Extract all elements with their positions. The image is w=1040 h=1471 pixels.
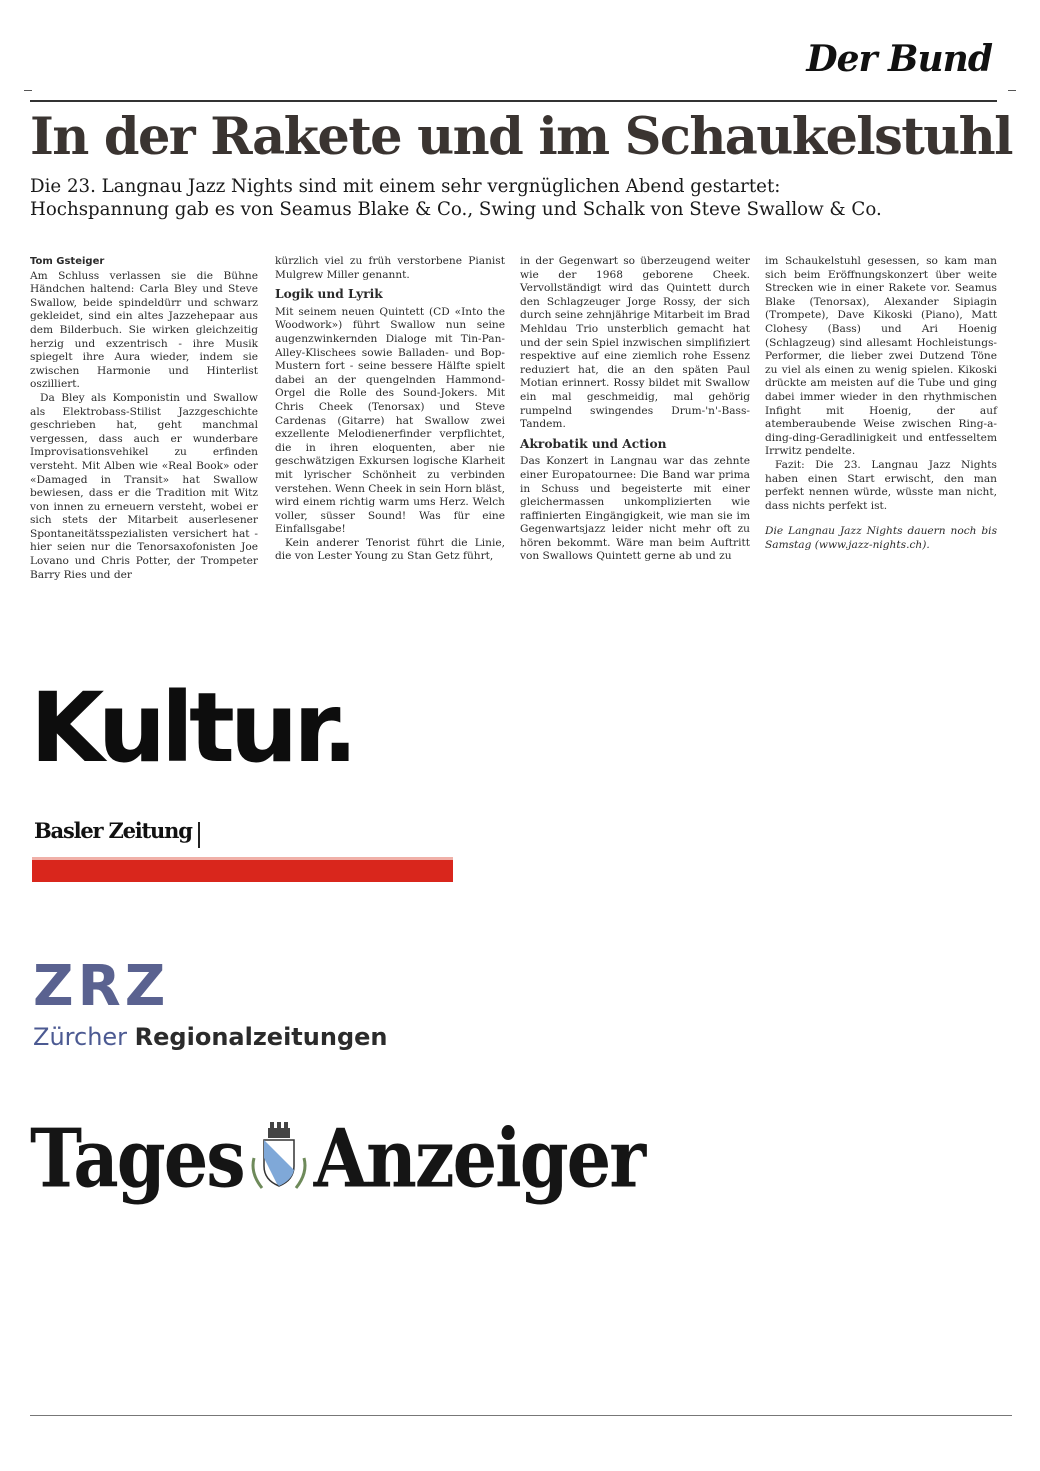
bottom-rule	[30, 1415, 1012, 1416]
zurich-crest-icon	[248, 1118, 310, 1198]
paragraph: Das Konzert in Langnau war das zehnte einer Europatournee: Die Band war prima in Schuss und begeisterte mit einer gleichermassen unkomplizierten wie raffinierten Eingängigkeit, wie man sie im Gegenwartsjazz leider nicht mehr oft zu hören bekommt. Wäre man beim Auftritt von Swallows Quintett gerne ab und zu	[520, 455, 750, 563]
article-column-4	[765, 255, 997, 552]
paragraph: im Schaukelstuhl gesessen, so kam man sich beim Eröffnungskonzert über weite Strecken wie in einer Rakete vor. Seamus Blake (Tenorsax), Alexander Sipiagin (Trompete), Dave Kikoski (Piano), Matt Clohesy (Bass) und Ari Hoenig (Schlagzeug) sind allesamt Hochleistungs-Performer, die lieber zwei Dutzend Töne zu viel als einen zu wenig spielen. Kikoski drückte am meisten auf die Tube und ging dabei immer wieder in den rhythmischen Infight mit Hoenig, der auf atemberaubende Weise zwischen Ring-a-ding-ding-Geradlinigkeit und entfesseltem Irrwitz pendelte.	[765, 255, 997, 458]
basler-zeitung-logo: Basler Zeitung	[34, 818, 192, 843]
crop-mark-left	[24, 90, 32, 91]
tages-word: Tages	[30, 1110, 244, 1206]
section-heading-akrobatik: Akrobatik und Action	[520, 436, 667, 451]
zrz-subtitle	[33, 1023, 388, 1051]
subhead-line-2: Hochspannung gab es von Seamus Blake & Co., Swing und Schalk von Steve Swallow & Co.	[30, 199, 882, 220]
article-column-3	[520, 255, 750, 564]
article-column-1	[30, 255, 258, 582]
event-note: Die Langnau Jazz Nights dauern noch bis Samstag (www.jazz-nights.ch).	[765, 525, 997, 551]
article-headline: In der Rakete und im Schaukelstuhl	[30, 107, 1012, 167]
article-subhead	[30, 175, 1010, 221]
paragraph: kürzlich viel zu früh verstorbene Pianist Mulgrew Miller genannt.	[275, 255, 505, 281]
section-heading-logik: Logik und Lyrik	[275, 287, 383, 302]
der-bund-masthead: Der Bund	[806, 38, 992, 80]
subhead-line-1: Die 23. Langnau Jazz Nights sind mit einem sehr vergnüglichen Abend gestartet:	[30, 176, 781, 197]
paragraph: Fazit: Die 23. Langnau Jazz Nights haben einen Start erwischt, den man perfekt nennen würde, wüsste man nicht, dass nichts perfekt ist.	[765, 458, 997, 512]
article-column-2	[275, 255, 505, 564]
author-byline: Tom Gsteiger	[30, 256, 105, 267]
tages-anzeiger-logo	[30, 1108, 644, 1208]
kultur-logo: Kultur.	[30, 672, 354, 784]
anzeiger-word: Anzeiger	[313, 1110, 645, 1206]
zrz-sub-word-2: Regionalzeitungen	[134, 1023, 388, 1051]
zrz-sub-word-1: Zürcher	[33, 1023, 128, 1051]
crop-mark-right	[1008, 90, 1016, 91]
logo-divider	[198, 822, 200, 848]
paragraph: Da Bley als Komponistin und Swallow als Elektrobass-Stilist Jazzgeschichte geschrieben hat, geht manchmal vergessen, dass auch er wunderbare Improvisationsvehikel zu erfinden versteht. Mit Alben wie «Real Book» oder «Damaged in Transit» hat Swallow bewiesen, dass er die Tradition mit Witz von innen zu erneuern versteht, wobei er sich stets der Mitarbeit auserlesener Spontaneitätsspezialisten versichert hat - hier seien nur die Tenorsaxofonisten Joe Lovano und Chris Potter, der Trompeter Barry Ries und der	[30, 391, 258, 581]
top-rule	[30, 100, 997, 102]
paragraph: Am Schluss verlassen sie die Bühne Händchen haltend: Carla Bley und Steve Swallow, beide spindeldürr und schwarz gekleidet, sind ein altes Jazzehepaar aus dem Bilderbuch. Sie wirken gleichzeitig herzig und exzentrisch - ihre Musik spiegelt ihre Aura wieder, indem sie zwischen Harmonie und Hinterlist oszilliert.	[30, 269, 258, 391]
paragraph: Kein anderer Tenorist führt die Linie, die von Lester Young zu Stan Getz führt,	[275, 536, 505, 563]
paragraph: Mit seinem neuen Quintett (CD «Into the Woodwork») führt Swallow nun seine augenzwinkernden Dialoge mit Tin-Pan-Alley-Klischees sowie Balladen- und Bop-Mustern fort - seine bessere Hälfte spielt dabei an der quengelnden Hammond-Orgel die Rolle des Sound-Jokers. Mit Chris Cheek (Tenorsax) und Steve Cardenas (Gitarre) hat Swallow zwei exzellente Melodienerfinder verpflichtet, die in ihren eloquenten, aber nie geschwätzigen Exkursen logische Klarheit mit lyrischer Schönheit zu verbinden verstehen. Wenn Cheek in sein Horn bläst, wird einem richtig warm ums Herz. Welch voller, süsser Sound! Was für eine Einfallsgabe!	[275, 305, 505, 536]
paragraph: in der Gegenwart so überzeugend weiter wie der 1968 geborene Cheek. Vervollständigt wird das Quintett durch den Schlagzeuger Jorge Rossy, der sich durch seine zehnjährige Mitarbeit im Brad Mehldau Trio unsterblich gemacht hat und der sein Spiel inzwischen simplifiziert respektive auf eine ziemlich rohe Essenz reduziert hat, die an den späten Paul Motian erinnert. Rossy bildet mit Swallow ein mal geschmeidig, mal gehörig rumpelnd swingendes Drum-'n'-Bass-Tandem.	[520, 255, 750, 431]
zrz-logo: ZRZ	[33, 954, 170, 1019]
red-accent-bar	[32, 857, 453, 882]
